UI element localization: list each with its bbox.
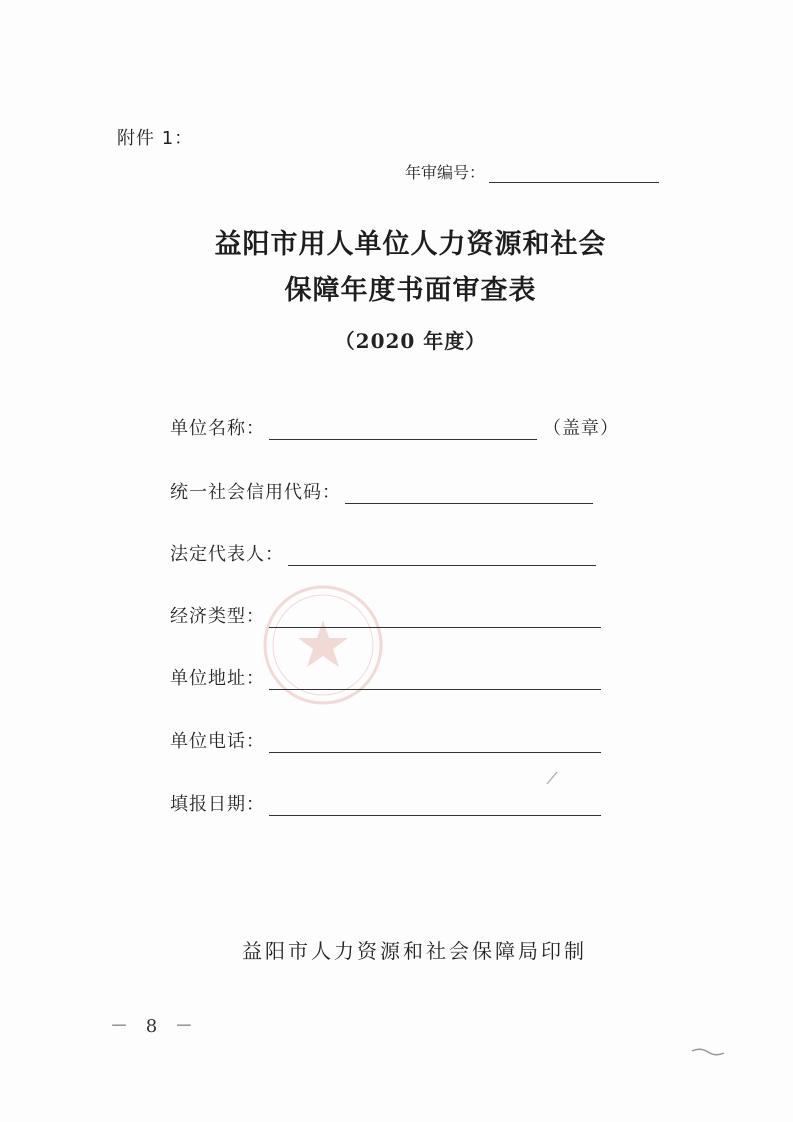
page-title-line-2: 保障年度书面审查表 [284,275,537,306]
credit-code-input[interactable] [345,483,593,504]
field-credit-code-label: 统一社会信用代码： [170,482,341,503]
field-phone-label: 单位电话： [170,731,265,752]
attachment-label: 附件 1： [117,128,194,149]
field-phone [170,727,601,753]
annual-review-number [405,160,659,183]
phone-input[interactable] [269,732,601,753]
report-year: （2020 年度） [334,329,487,353]
econ-type-input[interactable] [269,607,601,628]
field-fill-date [170,790,601,816]
field-fill-date-label: 填报日期： [170,794,265,815]
annual-review-number-field[interactable] [489,164,659,183]
issuing-organization: 益阳市人力资源和社会保障局印制 [242,939,587,963]
field-address [170,664,601,690]
field-econ-type [170,602,601,628]
annual-review-number-label: 年审编号： [405,163,486,182]
address-input[interactable] [269,669,601,690]
fill-date-input[interactable] [269,795,601,816]
unit-name-input[interactable] [269,419,537,440]
field-legal-rep [170,540,596,566]
page-number: － 8 － [110,1016,199,1037]
field-credit-code [170,478,593,504]
field-address-label: 单位地址： [170,668,265,689]
field-unit-name [170,414,619,440]
seal-note: （盖章） [543,418,619,439]
official-seal-icon [258,580,388,710]
page-title-line-1: 益阳市用人单位人力资源和社会 [214,229,607,260]
legal-rep-input[interactable] [288,545,596,566]
field-econ-type-label: 经济类型： [170,606,265,627]
scan-mark-icon [690,1045,726,1059]
field-legal-rep-label: 法定代表人： [170,544,284,565]
field-unit-name-label: 单位名称： [170,418,265,439]
pen-mark-icon [545,770,559,786]
